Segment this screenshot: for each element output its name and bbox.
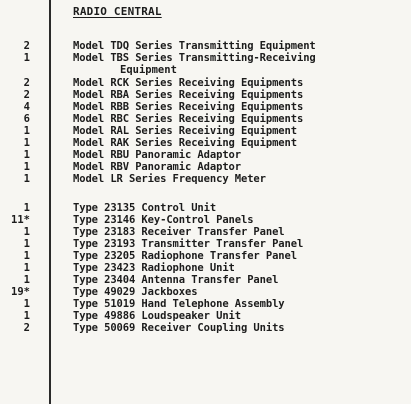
list-item [0, 40, 411, 52]
item-quantity: 1 [23, 238, 30, 250]
item-description: Type 23193 Transmitter Transfer Panel [73, 238, 304, 250]
item-description: Model TBS Series Transmitting-Receiving [73, 52, 316, 64]
item-quantity: 1 [23, 262, 30, 274]
item-description: Type 23146 Key-Control Panels [73, 214, 254, 226]
list-item [0, 113, 411, 125]
list-item [0, 161, 411, 173]
item-quantity: 1 [23, 310, 30, 322]
item-description: Model TDQ Series Transmitting Equipment [73, 40, 316, 52]
item-quantity: 6 [23, 113, 30, 125]
item-description: Model RBB Series Receiving Equipments [73, 101, 304, 113]
item-description: Type 49886 Loudspeaker Unit [73, 310, 241, 322]
list-item [0, 101, 411, 113]
item-quantity: 1 [23, 137, 30, 149]
list-item [0, 125, 411, 137]
item-description: Type 23404 Antenna Transfer Panel [73, 274, 279, 286]
list-item [0, 322, 411, 334]
item-quantity: 1 [23, 149, 30, 161]
item-description: Model LR Series Frequency Meter [73, 173, 266, 185]
item-quantity: 2 [23, 89, 30, 101]
list-item [0, 226, 411, 238]
item-quantity: 1 [23, 202, 30, 214]
item-description: Model RBA Series Receiving Equipments [73, 89, 304, 101]
item-quantity: 2 [23, 322, 30, 334]
list-item [0, 238, 411, 250]
item-description: Type 23423 Radiophone Unit [73, 262, 235, 274]
item-quantity: 1 [23, 173, 30, 185]
item-description: Type 50069 Receiver Coupling Units [73, 322, 285, 334]
item-description: Type 23183 Receiver Transfer Panel [73, 226, 285, 238]
list-item [0, 137, 411, 149]
item-description: Model RAK Series Receiving Equipment [73, 137, 297, 149]
item-description: Type 23135 Control Unit [73, 202, 217, 214]
item-quantity: 1 [23, 298, 30, 310]
list-item [0, 173, 411, 185]
item-description: Type 49029 Jackboxes [73, 286, 198, 298]
list-item [0, 274, 411, 286]
item-description: Type 51019 Hand Telephone Assembly [73, 298, 285, 310]
list-item-continuation [0, 64, 411, 76]
item-description: Model RBC Series Receiving Equipments [73, 113, 304, 125]
list-item [0, 214, 411, 226]
item-description: Model RAL Series Receiving Equipment [73, 125, 297, 137]
list-item [0, 250, 411, 262]
item-description: Type 23205 Radiophone Transfer Panel [73, 250, 297, 262]
item-quantity: 2 [23, 40, 30, 52]
item-description: Model RCK Series Receiving Equipments [73, 77, 304, 89]
list-item [0, 52, 411, 64]
item-quantity: 1 [23, 226, 30, 238]
item-quantity: 1 [23, 125, 30, 137]
item-description: Model RBU Panoramic Adaptor [73, 149, 241, 161]
list-item [0, 286, 411, 298]
list-item [0, 298, 411, 310]
list-item [0, 77, 411, 89]
list-item [0, 149, 411, 161]
item-quantity: 1 [23, 161, 30, 173]
item-quantity: 1 [23, 250, 30, 262]
item-quantity: 1 [23, 52, 30, 64]
list-item [0, 310, 411, 322]
item-quantity: 11* [11, 214, 30, 226]
list-item [0, 262, 411, 274]
item-description: Model RBV Panoramic Adaptor [73, 161, 241, 173]
item-description-continuation: Equipment [120, 64, 177, 76]
item-quantity: 2 [23, 77, 30, 89]
item-quantity: 1 [23, 274, 30, 286]
item-quantity: 19* [11, 286, 30, 298]
list-item [0, 202, 411, 214]
section-heading: RADIO CENTRAL [73, 5, 162, 18]
item-quantity: 4 [23, 101, 30, 113]
list-item [0, 89, 411, 101]
